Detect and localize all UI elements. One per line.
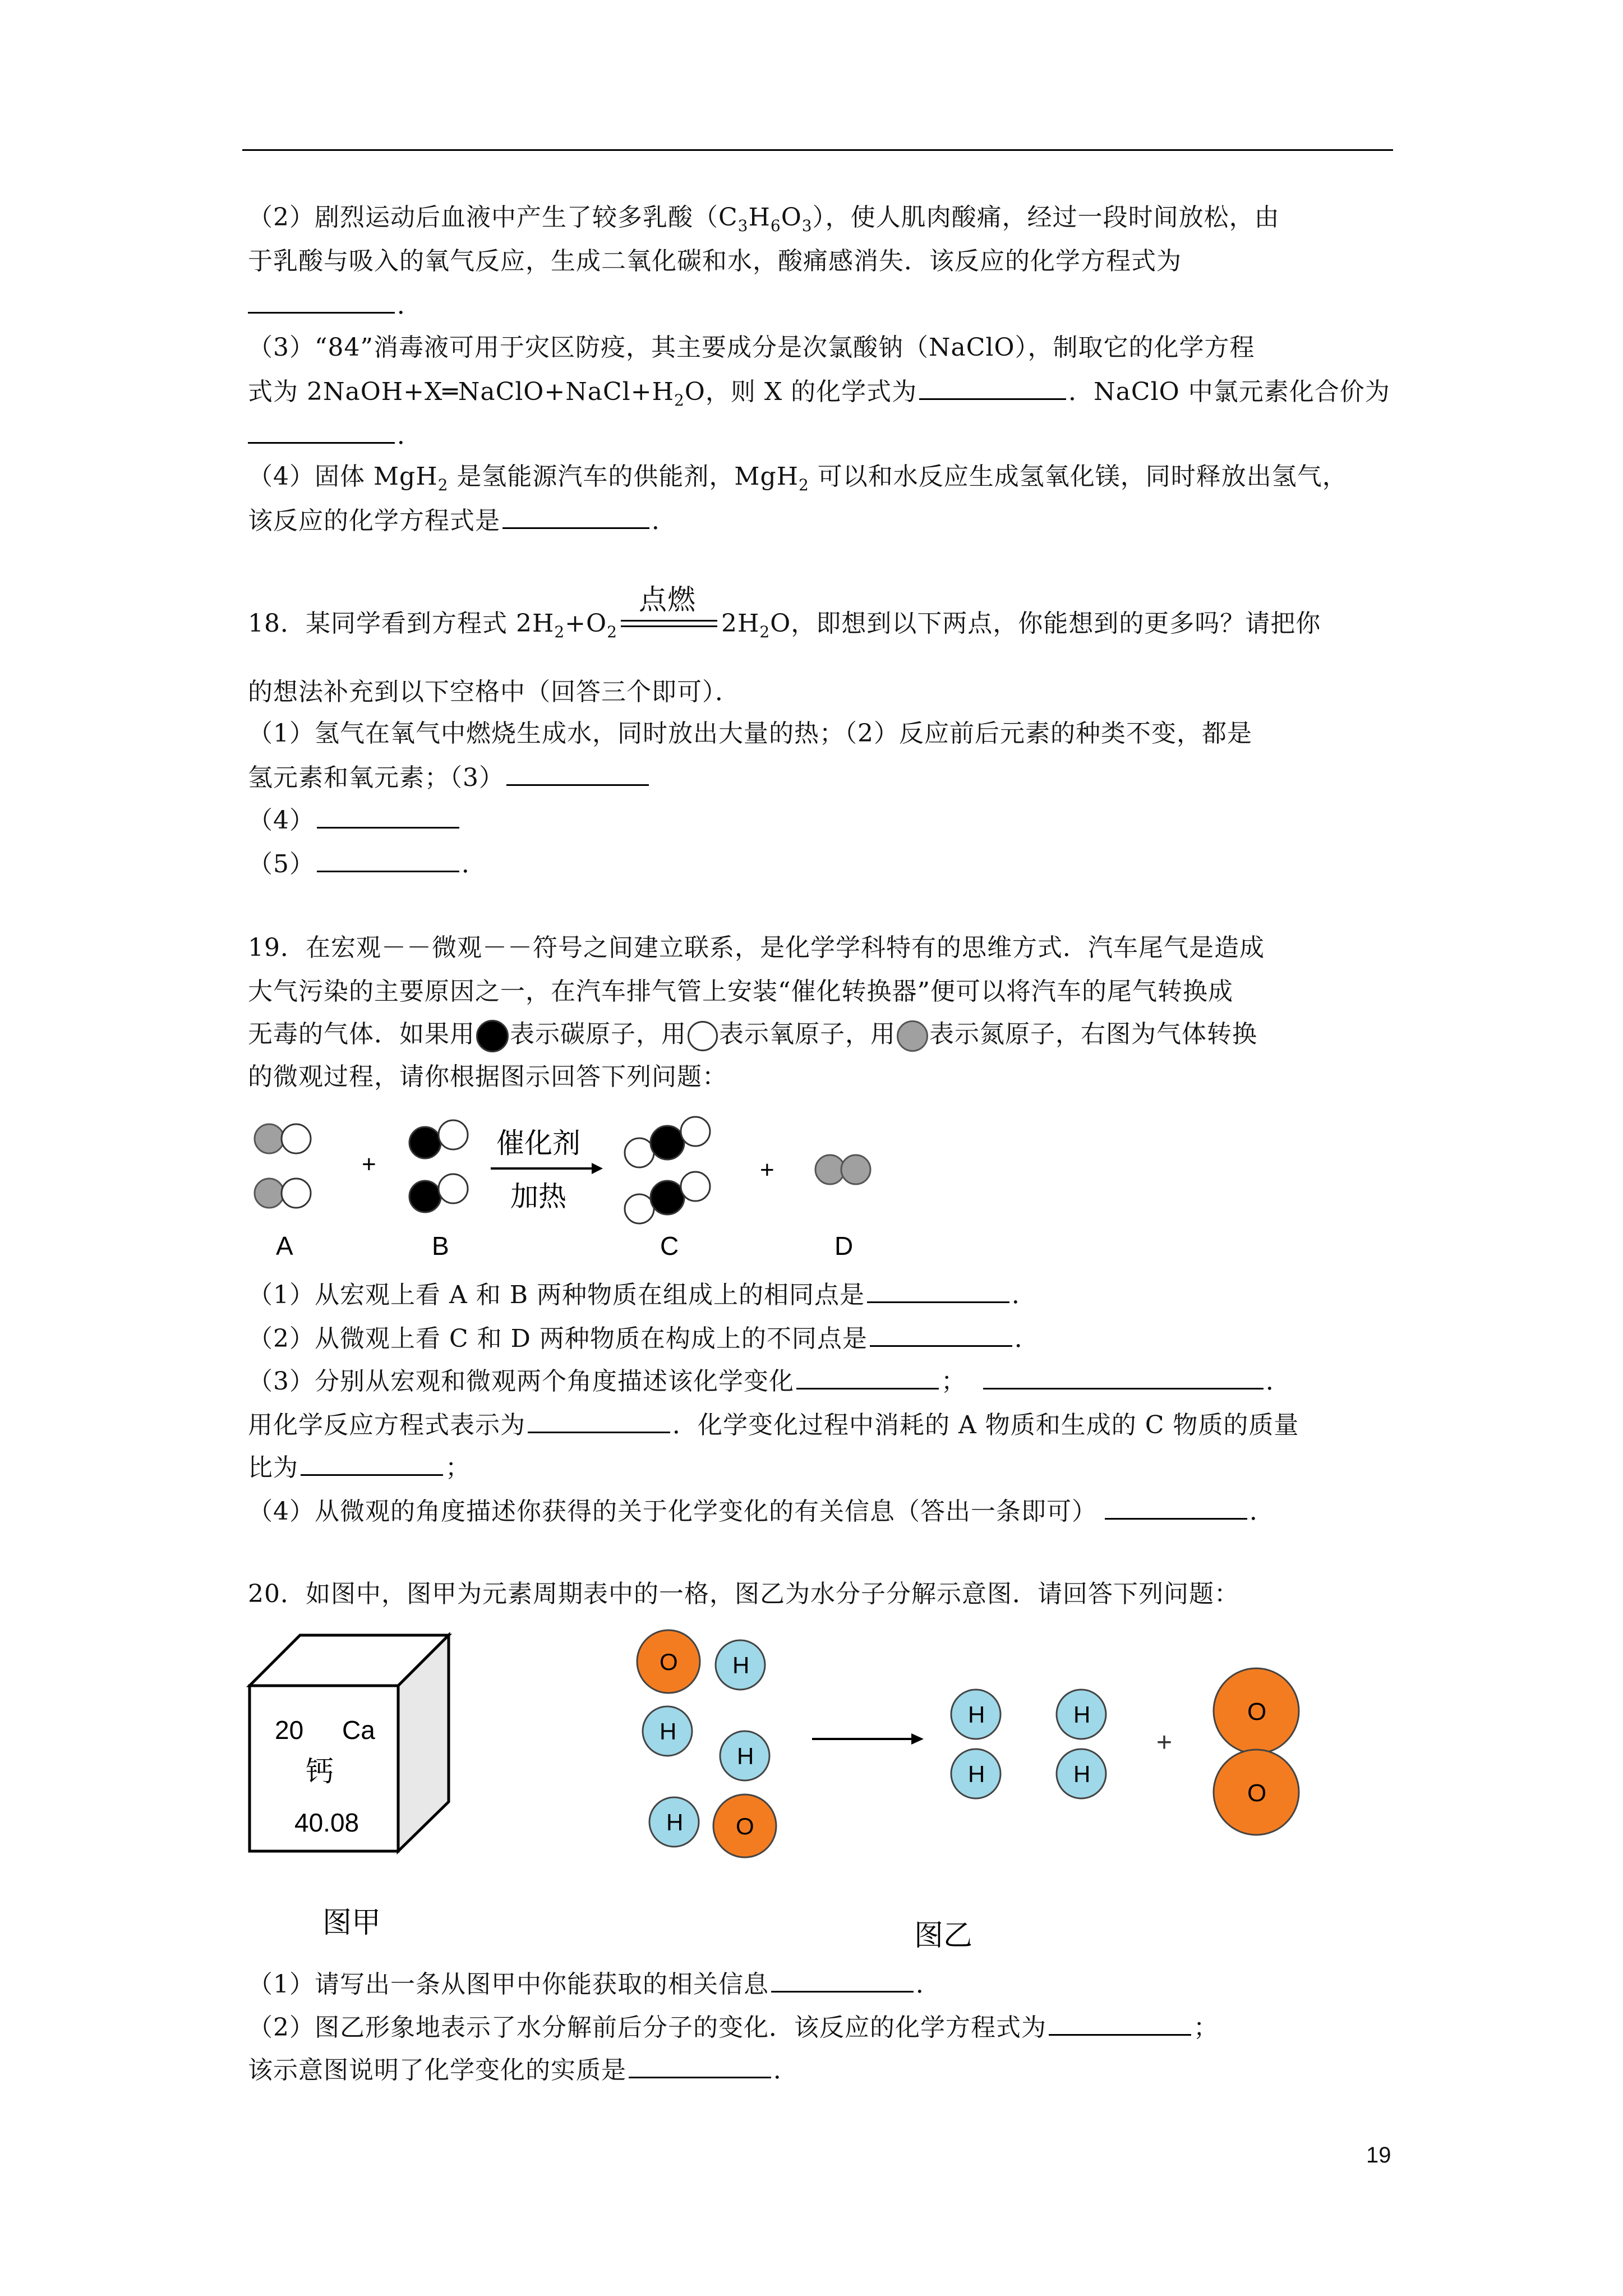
oxygen-molecule bbox=[1214, 1668, 1299, 1835]
q17-p3-line3: ． bbox=[248, 417, 422, 453]
atomic-mass: 40.08 bbox=[294, 1808, 359, 1837]
element-name: 钙 bbox=[306, 1755, 334, 1788]
q20-sub2: （2）图乙形象地表示了水分解前后分子的变化．该反应的化学方程式为 ； bbox=[248, 2009, 1219, 2045]
arrow-head-icon bbox=[592, 1163, 603, 1174]
svg-text:H: H bbox=[660, 1718, 677, 1745]
hydrogen-molecule-1 bbox=[951, 1690, 1000, 1798]
q18-line6: （5） ． bbox=[248, 846, 487, 881]
svg-text:H: H bbox=[737, 1743, 754, 1769]
answer-blank[interactable] bbox=[248, 417, 395, 444]
q18-line3: （1）氢气在氧气中燃烧生成水，同时放出大量的热；（2）反应前后元素的种类不变，都是 bbox=[248, 719, 1252, 748]
answer-blank[interactable] bbox=[629, 2052, 771, 2078]
answer-blank[interactable] bbox=[317, 846, 459, 872]
q17-p2-line1: （2）剧烈运动后血液中产生了较多乳酸$(C_3H_6O_3)$，使人肌肉酸痛，经过一段时间放松，由 bbox=[248, 203, 1280, 235]
q17-p4-line2: 该反应的化学方程式是 ． bbox=[248, 503, 677, 538]
reaction-condition: 点燃 bbox=[617, 613, 721, 638]
svg-text:H: H bbox=[968, 1761, 985, 1787]
svg-text:O: O bbox=[660, 1649, 678, 1675]
svg-text:O: O bbox=[1247, 1698, 1267, 1726]
oxygen-atom-icon bbox=[688, 1021, 718, 1051]
label-d: D bbox=[834, 1231, 854, 1260]
q19-line4: 的微观过程，请你根据图示回答下列问题： bbox=[248, 1062, 727, 1091]
answer-blank[interactable] bbox=[870, 1320, 1012, 1347]
molecule-c-1 bbox=[625, 1117, 710, 1167]
answer-blank[interactable] bbox=[867, 1277, 1009, 1303]
answer-blank[interactable] bbox=[506, 760, 649, 786]
molecule-d bbox=[815, 1155, 870, 1184]
q18-line2: 的想法补充到以下空格中（回答三个即可）． bbox=[248, 678, 740, 706]
q18-line4: 氢元素和氧元素；（3） bbox=[248, 760, 651, 795]
molecule-c-2 bbox=[625, 1172, 710, 1223]
arrow-label-catalyst: 催化剂 bbox=[496, 1128, 580, 1159]
q17-p4-line1: （4）固体 MgH$_2$ 是氢能源汽车的供能剂，MgH$_2$ 可以和水反应生成氢氧化镁，同时释放出氢气， bbox=[248, 462, 1348, 494]
svg-text:H: H bbox=[666, 1809, 684, 1835]
q20-sub1: （1）请写出一条从图甲中你能获取的相关信息 ． bbox=[248, 1966, 941, 2001]
q19-line2: 大气污染的主要原因之一，在汽车排气管上安装“催化转换器”便可以将汽车的尾气转换成 bbox=[248, 977, 1233, 1006]
figure-b-caption: 图乙 bbox=[914, 1920, 973, 1952]
hydrogen-molecule-2 bbox=[1057, 1690, 1106, 1798]
q18-line5: （4） bbox=[248, 802, 462, 838]
q17-p2-line3: ． bbox=[248, 287, 422, 323]
svg-text:O: O bbox=[736, 1813, 754, 1839]
q19-sub3: （3）分别从宏观和微观两个角度描述该化学变化 ； ． bbox=[248, 1363, 1291, 1398]
page-number: 19 bbox=[1366, 2143, 1391, 2168]
header-rule bbox=[242, 149, 1393, 151]
svg-text:H: H bbox=[1073, 1761, 1091, 1787]
plus-sign: + bbox=[362, 1151, 376, 1178]
svg-text:O: O bbox=[1247, 1779, 1267, 1807]
answer-blank[interactable] bbox=[248, 287, 395, 314]
label-c: C bbox=[660, 1231, 679, 1260]
molecule-b-2 bbox=[409, 1174, 468, 1212]
molecule-b-1 bbox=[409, 1120, 468, 1158]
label-b: B bbox=[432, 1231, 449, 1260]
molecule-a-1 bbox=[255, 1124, 311, 1153]
q17-p2-line2: 于乳酸与吸入的氧气反应，生成二氧化碳和水，酸痛感消失．该反应的化学方程式为 bbox=[248, 247, 1182, 275]
q20-line1: 20．如图中，图甲为元素周期表中的一格，图乙为水分子分解示意图．请回答下列问题： bbox=[248, 1580, 1239, 1608]
answer-blank[interactable] bbox=[301, 1450, 443, 1476]
answer-blank[interactable] bbox=[1049, 2009, 1191, 2036]
q18-line1: 18．某同学看到方程式 $2H_2+O_2$ 点燃 $2H_2O$，即想到以下两点，你能想到的更多吗？请把你 bbox=[248, 583, 1321, 641]
arrow-label-heat: 加热 bbox=[510, 1181, 566, 1212]
arrow-head-icon bbox=[911, 1733, 924, 1745]
atomic-number: 20 bbox=[275, 1715, 304, 1745]
carbon-atom-icon bbox=[476, 1020, 509, 1052]
answer-blank[interactable] bbox=[502, 503, 649, 529]
element-symbol: Ca bbox=[342, 1715, 375, 1745]
q19-line1: 19．在宏观－－微观－－符号之间建立联系，是化学学科特有的思维方式．汽车尾气是造成 bbox=[248, 933, 1265, 962]
answer-blank[interactable] bbox=[1105, 1493, 1247, 1520]
q19-sub3-line2: 用化学反应方程式表示为 ．化学变化过程中消耗的 A 物质和生成的 C 物质的质量 bbox=[248, 1407, 1299, 1442]
gas-conversion-diagram bbox=[241, 1108, 914, 1276]
svg-text:H: H bbox=[732, 1652, 750, 1678]
answer-blank[interactable] bbox=[771, 1966, 914, 1993]
q20-figures bbox=[247, 1627, 1368, 1975]
answer-blank[interactable] bbox=[528, 1407, 670, 1433]
plus-sign: + bbox=[760, 1156, 774, 1184]
q19-sub2: （2）从微观上看 C 和 D 两种物质在构成上的不同点是 ． bbox=[248, 1320, 1040, 1356]
nitrogen-atom-icon bbox=[897, 1020, 928, 1052]
answer-blank[interactable] bbox=[317, 802, 459, 829]
figure-a-caption: 图甲 bbox=[322, 1907, 381, 1939]
answer-blank[interactable] bbox=[796, 1363, 939, 1389]
q19-sub3-line3: 比为 ； bbox=[248, 1450, 471, 1485]
answer-blank[interactable] bbox=[983, 1363, 1264, 1389]
label-a: A bbox=[276, 1231, 293, 1260]
q19-sub4: （4）从微观的角度描述你获得的关于化学变化的有关信息（答出一条即可） ． bbox=[248, 1493, 1275, 1529]
molecule-a-2 bbox=[255, 1179, 311, 1208]
element-cell-box bbox=[250, 1635, 449, 1851]
svg-text:H: H bbox=[1073, 1701, 1091, 1728]
q20-sub3: 该示意图说明了化学变化的实质是 ． bbox=[248, 2052, 799, 2087]
q19-sub1: （1）从宏观上看 A 和 B 两种物质在组成上的相同点是 ． bbox=[248, 1277, 1037, 1312]
q17-p3-line2: 式为 $2NaOH+X═NaClO+NaCl+H_2O$，则 X 的化学式为 ．NaClO 中氯元素化合价为 bbox=[248, 374, 1390, 417]
plus-sign: + bbox=[1156, 1728, 1173, 1757]
q19-line3: 无毒的气体．如果用 表示碳原子，用 表示氧原子，用 表示氮原子，右图为气体转换 bbox=[248, 1018, 1257, 1052]
answer-blank[interactable] bbox=[919, 374, 1066, 400]
q17-p3-line1: （3）“84”消毒液可用于灾区防疫，其主要成分是次氯酸钠（NaClO），制取它的化学方程 bbox=[248, 333, 1255, 362]
svg-text:H: H bbox=[968, 1701, 985, 1728]
